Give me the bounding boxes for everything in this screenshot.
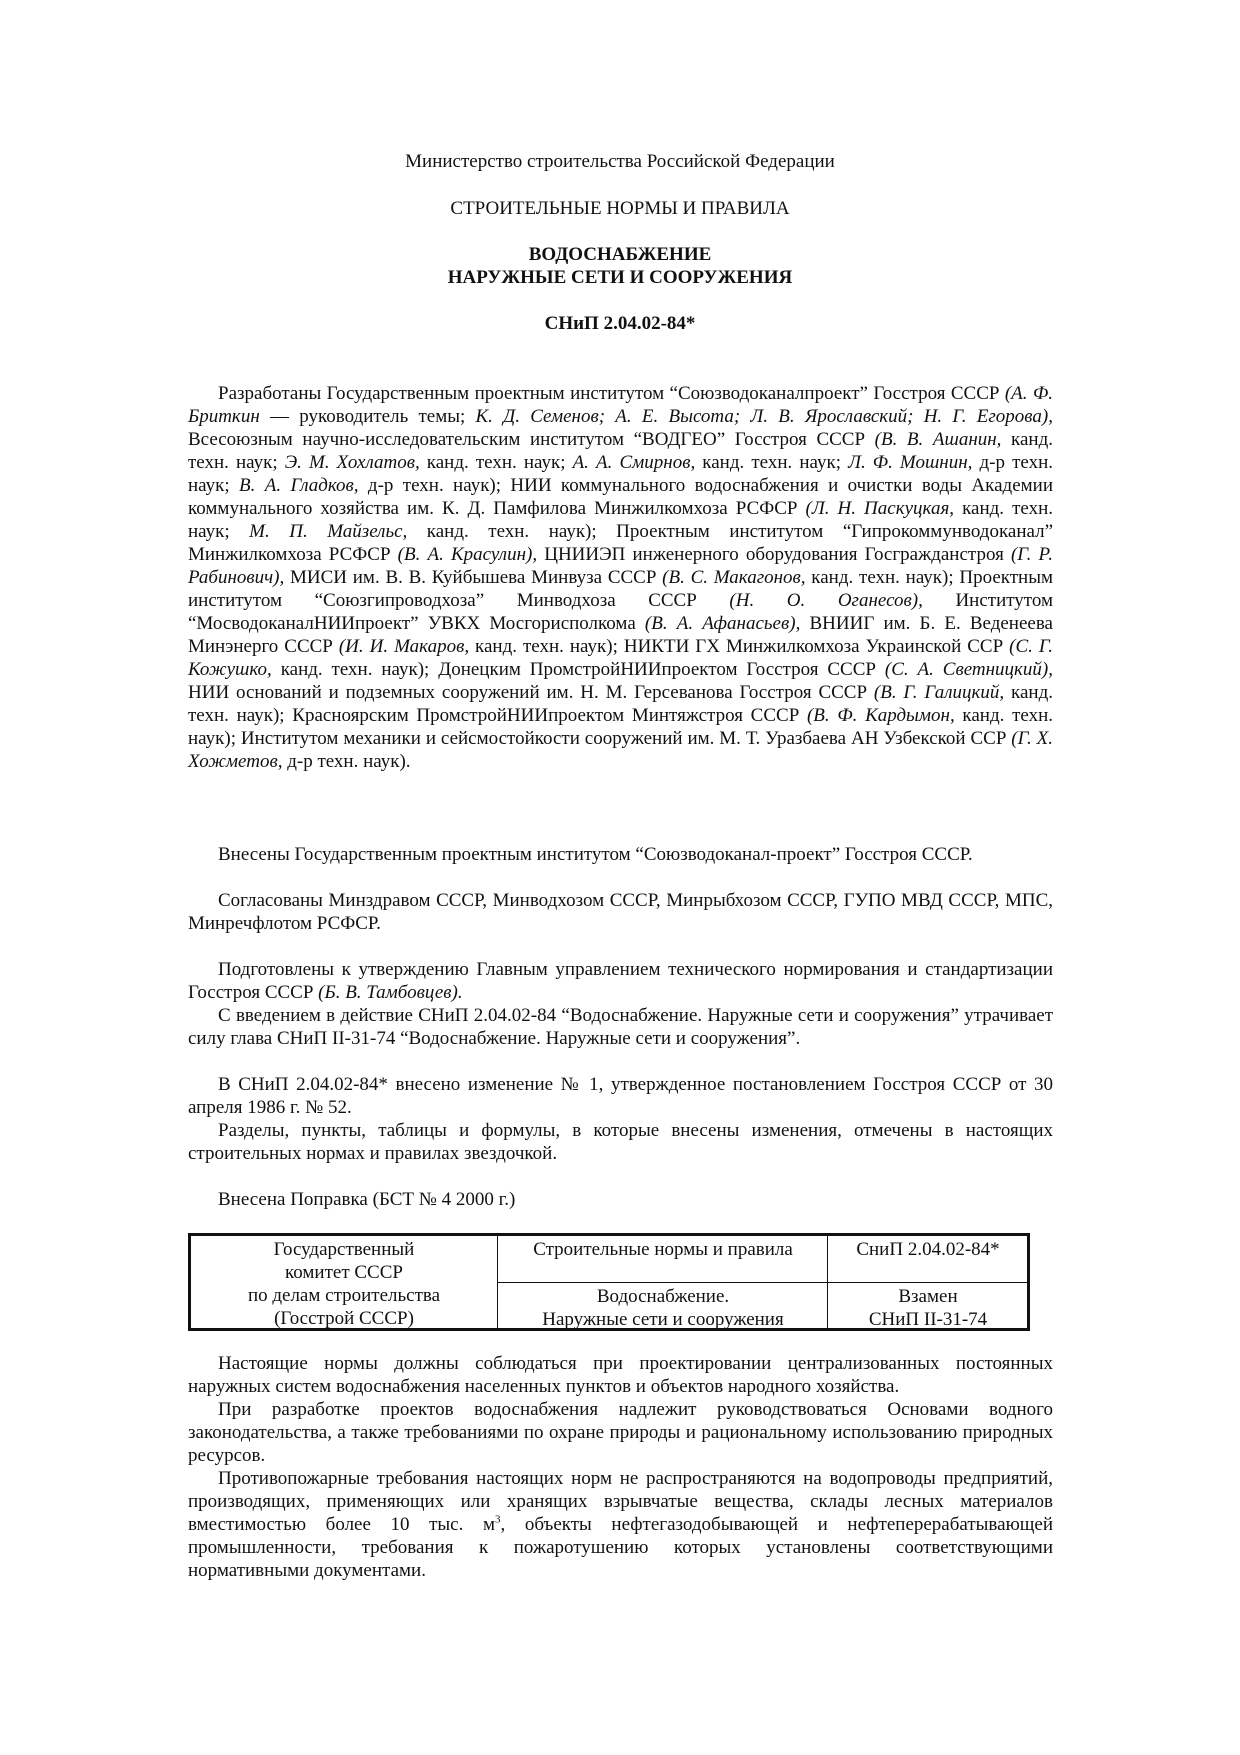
subject-cell: Водоснабжение. Наружные сети и сооружения [542, 1286, 784, 1330]
table-divider [497, 1282, 1027, 1283]
title-line-2: НАРУЖНЫЕ СЕТИ И СООРУЖЕНИЯ [447, 267, 793, 288]
amendment-text: В СНиП 2.04.02-84* внесено изменение № 1, утвержденное постановлением Госстроя СССР от 30 апреля 1986 г. № 52. [188, 1074, 1053, 1118]
correction-paragraph [188, 1188, 1053, 1211]
replaces-text: С введением в действие СНиП 2.04.02-84 “Водоснабжение. Наружные сети и сооружения” утрачивает силу глава СНиП II-31-74 “Водоснабжение. Наружные сети и сооружения”. [188, 1005, 1053, 1049]
doc-code: СНиП 2.04.02-84* [544, 313, 696, 334]
title-table [188, 1233, 1030, 1331]
doc-type: СТРОИТЕЛЬНЫЕ НОРМЫ И ПРАВИЛА [450, 198, 790, 219]
scope-text-2: При разработке проектов водоснабжения надлежит руководствоваться Основами водного законодательства, а также требованиями по охране природы и рациональному использованию природных ресурсов. [188, 1399, 1053, 1466]
scope-text-3: Противопожарные требования настоящих норм не распространяются на водопроводы предприятий, производящих, применяющих или хранящих взрывчатые вещества, склады лесных материалов вместимостью более 10 тыс. $м^3$, объекты нефтегазодобывающей и нефтеперерабатывающей промышленности, требования к пожаротушению которых установлены соответствующими нормативными документами. [188, 1468, 1053, 1581]
developers-paragraph [188, 382, 1053, 773]
developers-text: Разработаны Государственным проектным институтом “Союзводоканалпроект” Госстроя СССР (А. Ф. Бриткин — руководитель темы; К. Д. Семенов; А. Е. Высота; Л. В. Ярославский; Н. Г. Егорова), Всесоюзным научно-исследовательским институтом “ВОДГЕО” Госстроя СССР (В. В. Ашанин, канд. техн. наук; Э. М. Хохлатов, канд. техн. наук; А. А. Смирнов, канд. техн. наук; Л. Ф. Мошнин, д-р техн. наук; В. А. Гладков, д-р техн. наук); НИИ коммунального водоснабжения и очистки воды Академии коммунального хозяйства им. К. Д. Памфилова Минжилкомхоза РСФСР (Л. Н. Паскуцкая, канд. техн. наук; М. П. Майзельс, канд. техн. наук); Проектным институтом “Гипрокоммунводоканал” Минжилкомхоза РСФСР (В. А. Красулин), ЦНИИЭП инженерного оборудования Госгражданстроя (Г. Р. Рабинович), МИСИ им. В. В. Куйбышева Минвуза СССР (В. С. Макагонов, канд. техн. наук); Проектным институтом “Союзгипроводхоза” Минводхоза СССР (Н. О. Оганесов), Институтом “МосводоканалНИИпроект” УВКХ Мосгорисполкома (В. А. Афанасьев), ВНИИГ им. Б. Е. Веденеева Минэнерго СССР (И. И. Макаров, канд. техн. наук); НИКТИ ГХ Минжилкомхоза Украинской ССР (С. Г. Кожушко, канд. техн. наук); Донецким ПромстройНИИпроектом Госстроя СССР (С. А. Светницкий), НИИ оснований и подземных сооружений им. Н. М. Герсеванова Госстроя СССР (В. Г. Галицкий, канд. техн. наук); Красноярским ПромстройНИИпроектом Минтяжстроя СССР (В. Ф. Кардымон, канд. техн. наук); Институтом механики и сейсмостойкости сооружений им. М. Т. Уразбаева АН Узбекской ССР (Г. Х. Хожметов, д-р техн. наук). [188, 383, 1054, 772]
prepared-paragraph [188, 958, 1053, 1050]
norms-cell: Строительные нормы и правила [533, 1239, 793, 1260]
agreed-text: Согласованы Минздравом СССР, Минводхозом СССР, Минрыбхозом СССР, ГУПО МВД СССР, МПС, Минречфлотом РСФСР. [188, 890, 1053, 934]
title-line-1: ВОДОСНАБЖЕНИЕ [528, 244, 712, 265]
prepared-text: Подготовлены к утверждению Главным управлением технического нормирования и стандартизации Госстроя СССР (Б. В. Тамбовцев). [188, 959, 1053, 1003]
amendment-paragraph [188, 1073, 1053, 1165]
ministry-line: Министерство строительства Российской Федерации [405, 151, 835, 172]
scope-text-1: Настоящие нормы должны соблюдаться при проектировании централизованных постоянных наружных систем водоснабжения населенных пунктов и объектов народного хозяйства. [188, 1353, 1053, 1397]
introduced-paragraph [188, 843, 1053, 866]
replaces-cell: Взамен СНиП II-31-74 [868, 1286, 988, 1330]
scope-section [188, 1352, 1053, 1582]
committee-cell: Государственный комитет СССР по делам строительства (Госстрой СССР) [247, 1239, 441, 1329]
code-cell: СниП 2.04.02-84* [856, 1239, 1000, 1260]
introduced-text: Внесены Государственным проектным институтом “Союзводоканал-проект” Госстроя СССР. [218, 844, 973, 865]
correction-text: Внесена Поправка (БСТ № 4 2000 г.) [218, 1189, 516, 1210]
marked-text: Разделы, пункты, таблицы и формулы, в которые внесены изменения, отмечены в настоящих строительных нормах и правилах звездочкой. [188, 1120, 1053, 1164]
agreed-paragraph [188, 889, 1053, 935]
